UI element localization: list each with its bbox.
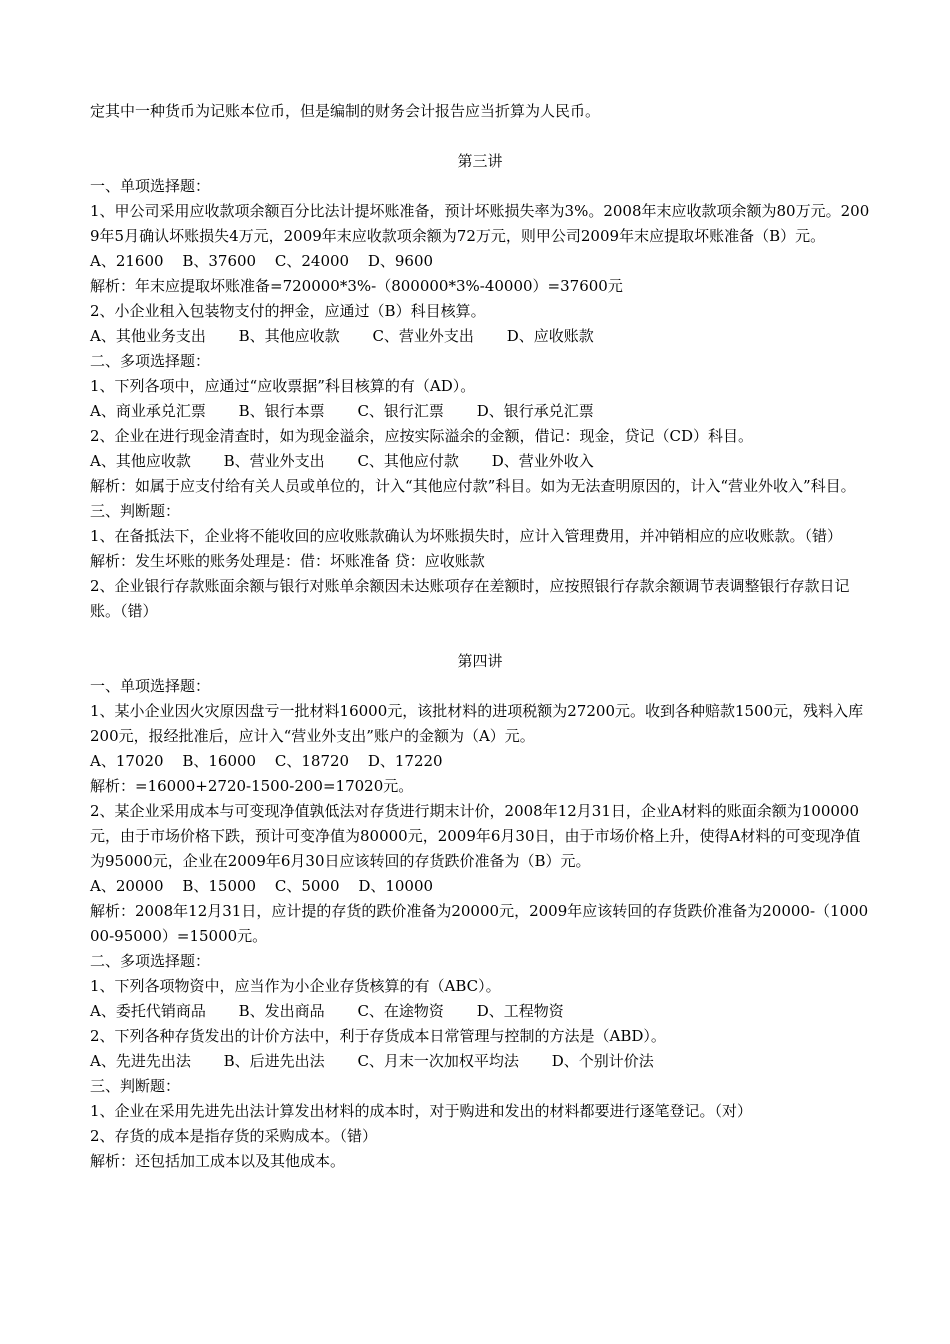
option: A、其他业务支出 [90,327,206,345]
option: D、10000 [358,877,434,895]
option: B、15000 [182,877,257,895]
intro-line: 定其中一种货币为记账本位币，但是编制的财务会计报告应当折算为人民币。 [90,102,601,120]
option: D、9600 [367,252,434,270]
lecture4-q2-options [90,874,870,899]
option: B、37600 [182,252,257,270]
lecture4-multi-heading: 二、多项选择题： [90,952,211,970]
lecture4-q1: 1、某小企业因火灾原因盘亏一批材料16000元，该批材料的进项税额为27200元。收到各种赔款1500元，残料入库200元，报经批准后，应计入“营业外支出”账户的金额为（A）元。 [90,702,864,745]
option: A、先进先出法 [90,1052,191,1070]
lecture3-q1: 1、甲公司采用应收款项余额百分比法计提坏账准备，预计坏账损失率为3%。2008年末应收款项余额为80万元。2009年5月确认坏账损失4万元，2009年末应收款项余额为72万元，则甲公司2009年末应提取坏账准备（B）元。 [90,202,870,245]
option: A、商业承兑汇票 [90,402,206,420]
option: D、17220 [367,752,443,770]
option: C、月末一次加权平均法 [357,1052,519,1070]
lecture3-single-heading: 一、单项选择题： [90,177,211,195]
lecture4-single-heading: 一、单项选择题： [90,677,211,695]
lecture3-m2: 2、企业在进行现金清查时，如为现金溢余，应按实际溢余的金额，借记：现金，贷记（CD）科目。 [90,427,754,445]
lecture4-judge-heading: 三、判断题： [90,1077,181,1095]
option: B、16000 [182,752,257,770]
lecture3-m1-options [90,399,870,424]
option: C、在途物资 [357,1002,444,1020]
option: D、工程物资 [476,1002,564,1020]
document-page [90,99,870,1174]
option: A、21600 [90,252,164,270]
option: C、营业外支出 [372,327,474,345]
lecture3-title: 第三讲 [457,152,503,170]
lecture4-q2-analysis: 解析：2008年12月31日，应计提的存货的跌价准备为20000元，2009年应该转回的存货跌价准备为20000-（100000-95000）=15000元。 [90,902,869,945]
lecture4-m2-options [90,1049,870,1074]
option: C、24000 [274,252,350,270]
lecture4-m1: 1、下列各项物资中，应当作为小企业存货核算的有（ABC）。 [90,977,501,995]
option: C、18720 [274,752,350,770]
option: A、其他应收款 [90,452,191,470]
lecture3-m2-analysis: 解析：如属于应支付给有关人员或单位的，计入“其他应付款”科目。如为无法查明原因的，计入“营业外收入”科目。 [90,477,856,495]
option: D、营业外收入 [491,452,594,470]
option: A、20000 [90,877,164,895]
option: A、委托代销商品 [90,1002,206,1020]
lecture4-m2: 2、下列各种存货发出的计价方法中，利于存货成本日常管理与控制的方法是（ABD）。 [90,1027,666,1045]
lecture4-j1: 1、企业在采用先进先出法计算发出材料的成本时，对于购进和发出的材料都要进行逐笔登记。（对） [90,1102,753,1120]
lecture3-q1-analysis: 解析：年末应提取坏账准备=720000*3%-（800000*3%-40000）=37600元 [90,277,623,295]
lecture4-m1-options [90,999,870,1024]
lecture4-q1-options [90,749,870,774]
option: C、其他应付款 [357,452,459,470]
lecture3-j1: 1、在备抵法下，企业将不能收回的应收账款确认为坏账损失时，应计入管理费用，并冲销相应的应收账款。（错） [90,527,843,545]
lecture4-title: 第四讲 [457,652,503,670]
option: D、应收账款 [506,327,594,345]
option: A、17020 [90,752,164,770]
lecture3-q2-options [90,324,870,349]
lecture3-q1-options [90,249,870,274]
option: D、银行承兑汇票 [476,402,594,420]
lecture4-q1-analysis: 解析：=16000+2720-1500-200=17020元。 [90,777,414,795]
lecture3-m1: 1、下列各项中，应通过“应收票据”科目核算的有（AD）。 [90,377,476,395]
option: C、5000 [274,877,340,895]
lecture3-q2: 2、小企业租入包装物支付的押金，应通过（B）科目核算。 [90,302,486,320]
lecture4-j2-analysis: 解析：还包括加工成本以及其他成本。 [90,1152,346,1170]
lecture3-m2-options [90,449,870,474]
option: B、其他应收款 [238,327,340,345]
lecture3-judge-heading: 三、判断题： [90,502,181,520]
lecture4-j2: 2、存货的成本是指存货的采购成本。（错） [90,1127,378,1145]
lecture3-j2: 2、企业银行存款账面余额与银行对账单余额因未达账项存在差额时，应按照银行存款余额调节表调整银行存款日记账。（错） [90,577,850,620]
option: D、个别计价法 [551,1052,654,1070]
option: B、后进先出法 [223,1052,325,1070]
lecture3-j1-analysis: 解析：发生坏账的账务处理是：借：坏账准备 贷：应收账款 [90,552,485,570]
option: C、银行汇票 [357,402,444,420]
option: B、银行本票 [238,402,325,420]
lecture4-q2: 2、某企业采用成本与可变现净值孰低法对存货进行期末计价，2008年12月31日，企业A材料的账面余额为100000元，由于市场价格下跌，预计可变净值为80000元，2009年6月30日，由于市场价格上升，使得A材料的可变现净值为95000元，企业在2009年6月30日应该转回的存货跌价准备为（B）元。 [90,802,861,870]
lecture3-multi-heading: 二、多项选择题： [90,352,211,370]
option: B、发出商品 [238,1002,325,1020]
option: B、营业外支出 [223,452,325,470]
